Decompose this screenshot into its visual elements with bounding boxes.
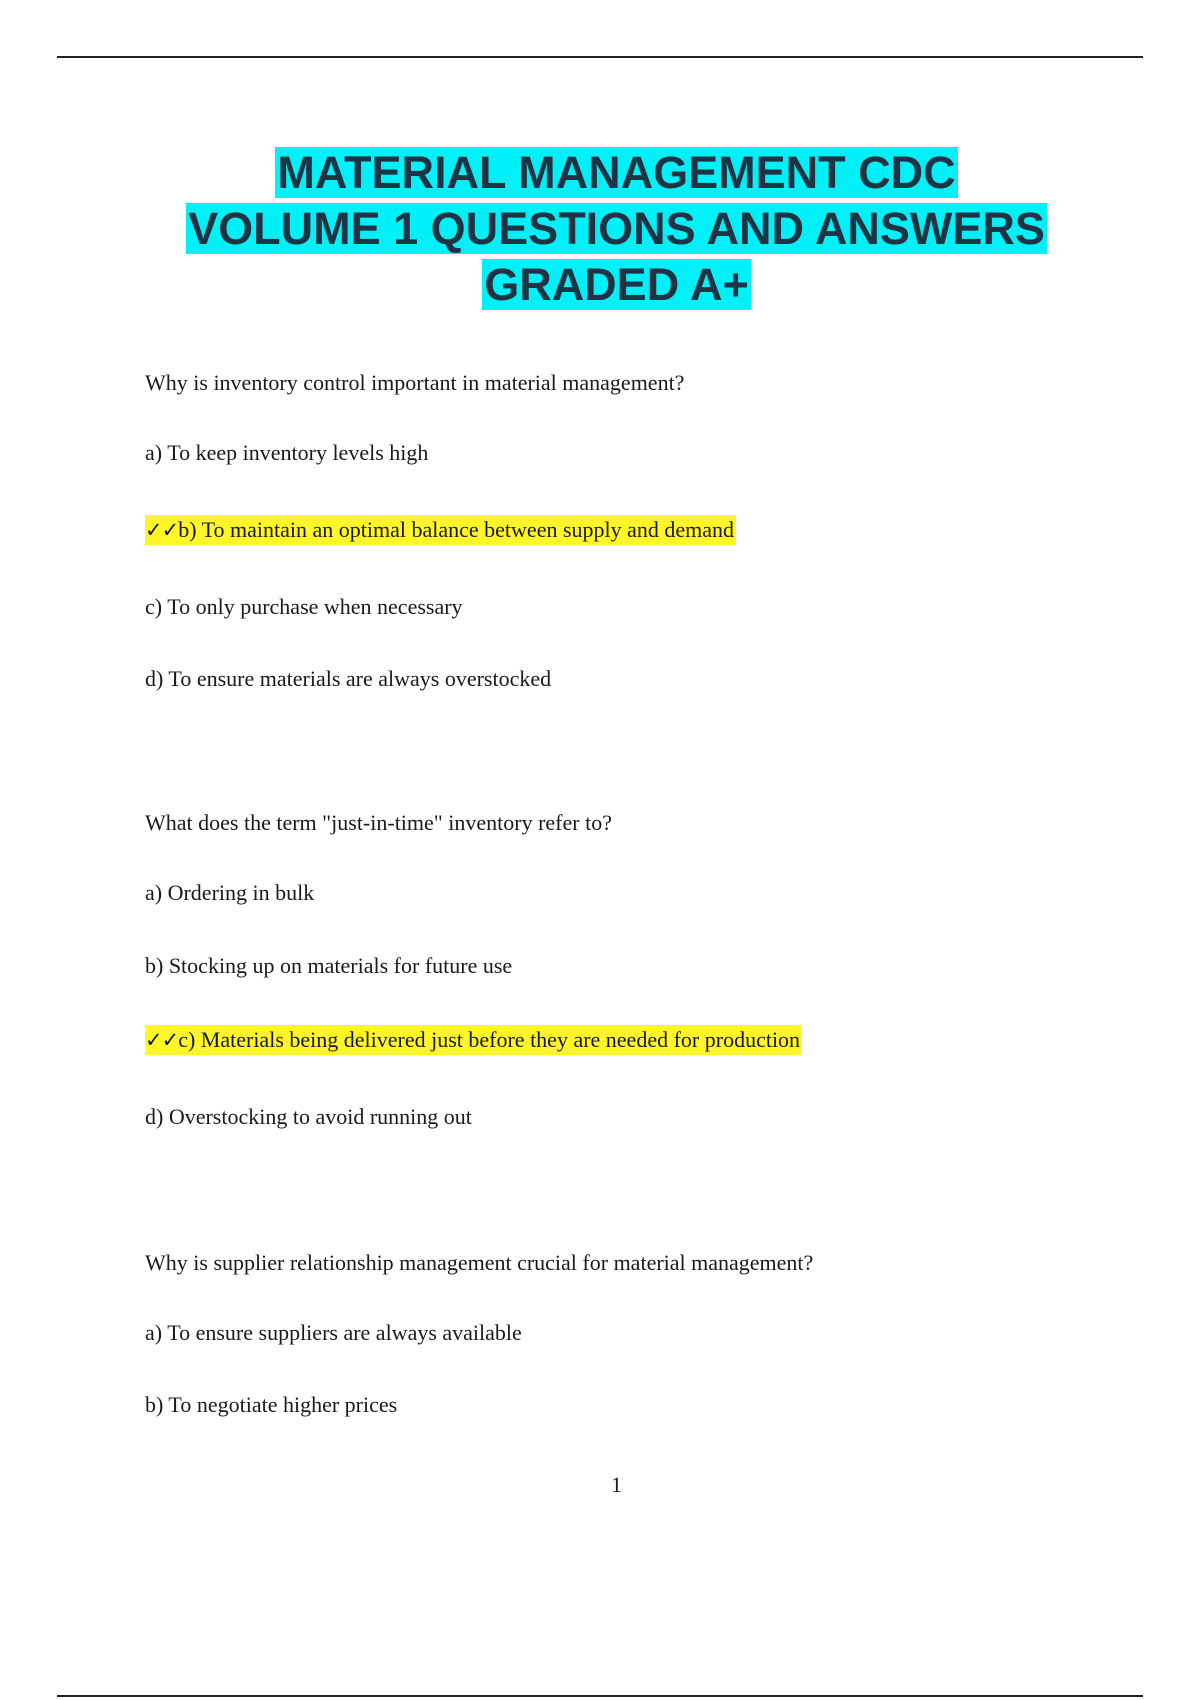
title-line: VOLUME 1 QUESTIONS AND ANSWERS <box>188 203 1045 254</box>
page-number: 1 <box>611 1472 622 1497</box>
title-line: GRADED A+ <box>484 259 749 310</box>
question-text: Why is inventory control important in material management? <box>145 370 685 395</box>
answer-option: b) To negotiate higher prices <box>145 1392 398 1417</box>
double-check-icon: ✓✓ <box>145 518 179 542</box>
document-title <box>0 145 1200 313</box>
correct-answer-option <box>145 515 736 545</box>
answer-option: b) Stocking up on materials for future use <box>145 953 513 978</box>
header-rule <box>57 56 1143 58</box>
footer-rule <box>57 1695 1143 1697</box>
answer-option: a) To keep inventory levels high <box>145 440 429 465</box>
title-line: MATERIAL MANAGEMENT CDC <box>277 147 956 198</box>
answer-option-text: c) Materials being delivered just before they are needed for production <box>178 1027 801 1052</box>
answer-option: a) Ordering in bulk <box>145 880 315 905</box>
answer-option: c) To only purchase when necessary <box>145 594 463 619</box>
answer-option: d) To ensure materials are always overstocked <box>145 666 552 691</box>
question-text: Why is supplier relationship management crucial for material management? <box>145 1250 814 1275</box>
answer-option: d) Overstocking to avoid running out <box>145 1104 472 1129</box>
double-check-icon: ✓✓ <box>145 1028 179 1052</box>
correct-answer-option <box>145 1025 802 1055</box>
question-text: What does the term "just-in-time" inventory refer to? <box>145 810 612 835</box>
answer-option: a) To ensure suppliers are always available <box>145 1320 522 1345</box>
answer-option-text: b) To maintain an optimal balance between supply and demand <box>178 517 735 542</box>
